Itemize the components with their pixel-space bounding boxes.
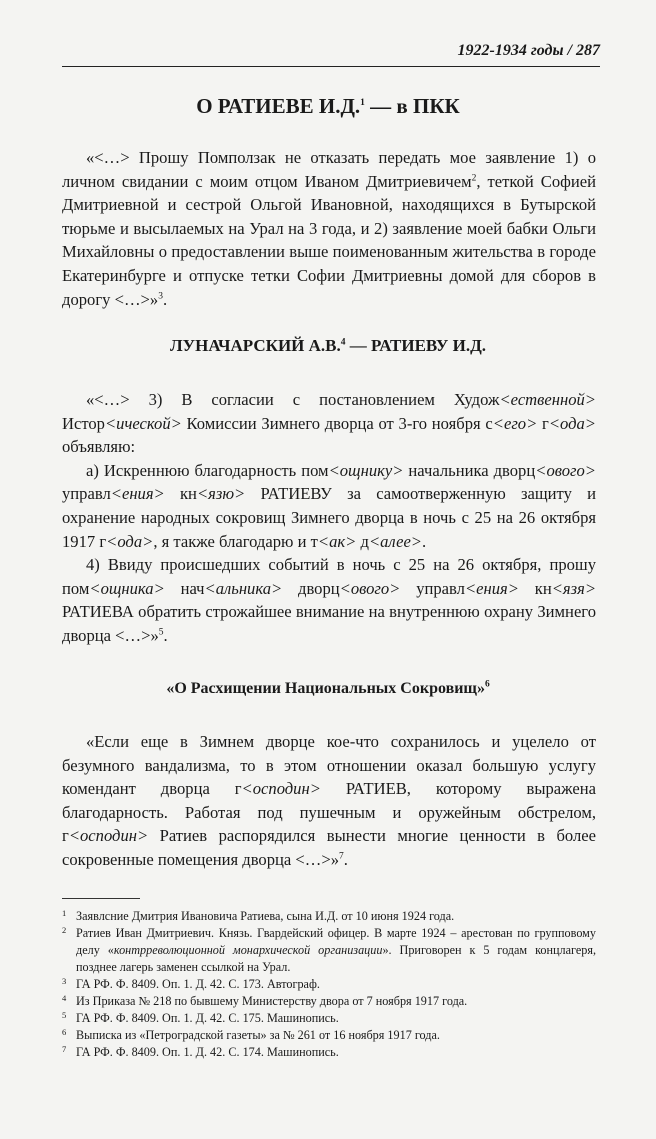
- running-head: 1922-1934 годы / 287: [457, 42, 600, 59]
- footnote: 7 ГА РФ. Ф. 8409. Оп. 1. Д. 42. С. 174. Машинопись.: [62, 1044, 596, 1061]
- section-title-3: [0, 680, 656, 698]
- footnote: 6 Выписка из «Петроградской газеты» за № 261 от 16 ноября 1917 года.: [62, 1027, 596, 1044]
- footnote: 2 Ратиев Иван Дмитриевич. Князь. Гвардейский офицер. В марте 1924 – арестован по групповому делу «контрреволюционной монархической организации». Приговорен к 5 годам концлагеря, позднее лагерь заменен ссылкой на Урал.: [62, 925, 596, 976]
- footnote-number: 6: [62, 1027, 67, 1037]
- footnote-number: 5: [62, 1010, 67, 1020]
- paragraph: «Если еще в Зимнем дворце кое-что сохранилось и уцелело от безумного вандализма, то в этом отношении оказал большую услугу комендант дворца г<осподин> РАТИЕВ, которому выражена благодарность. Работая под пушечным и оружейным обстрелом, г<осподин> Ратиев распорядился вынести многие ценности в более сокровенные помещения дворца <…>»$^7$.: [62, 732, 596, 869]
- footnote-number: 3: [62, 976, 67, 986]
- footnote-divider: [62, 898, 140, 899]
- footnote: 5 ГА РФ. Ф. 8409. Оп. 1. Д. 42. С. 175. Машинопись.: [62, 1010, 596, 1027]
- footnote-ref-7: 7: [339, 851, 344, 862]
- footnote-ref-1: 1: [360, 98, 365, 108]
- section-title-1-tail: — в ПКК: [364, 94, 460, 118]
- footnote-ref-3: 3: [158, 291, 163, 302]
- footnote: 3 ГА РФ. Ф. 8409. Оп. 1. Д. 42. С. 173. Автограф.: [62, 976, 596, 993]
- footnote: 1 Заявлсние Дмитрия Ивановича Ратиева, сына И.Д. от 10 июня 1924 года.: [62, 908, 596, 925]
- footnote-ref-4: 4: [340, 337, 346, 348]
- footnote-number: 1: [62, 908, 67, 918]
- footnote-ref-5: 5: [158, 627, 164, 638]
- section-title-2-text: ЛУНАЧАРСКИЙ А.В.: [169, 336, 341, 355]
- section-title-1: [0, 94, 656, 119]
- section-3-body: [62, 730, 596, 872]
- section-title-3-text: «О Расхищении Национальных Сокровищ»: [166, 680, 485, 697]
- footnote: 4 Из Приказа № 218 по бывшему Министерству двора от 7 ноября 1917 года.: [62, 993, 596, 1010]
- section-1-body: [62, 146, 596, 311]
- section-title-2-tail: — РАТИЕВУ И.Д.: [345, 336, 487, 355]
- footnotes: [62, 908, 596, 1061]
- section-title-1-text: О РАТИЕВЕ И.Д.: [196, 94, 361, 118]
- footnote-ref-2: 2: [471, 173, 477, 184]
- footnote-ref-6: 6: [484, 679, 490, 690]
- footnote-number: 7: [62, 1044, 67, 1054]
- paragraph: а) Искреннюю благодарность пом<ощнику> начальника дворц<ового> управл<ения> кн<язю> РАТИЕВУ за самоотверженную защиту и охранение народных сокровищ Зимнего дворца в ночь с 25 на 26 октября 1917 г<ода>, я также благодарю и т<ак> д<алее>.: [62, 460, 596, 551]
- running-head-rule: [62, 66, 600, 67]
- paragraph: 4) Ввиду происшедших событий в ночь с 25 на 26 октября, прошу пом<ощника> нач<альника> дворц<ового> управл<ения> кн<язя> РАТИЕВА обратить строжайшее внимание на внутреннюю охрану Зимнего дворца <…>»$^5$.: [62, 555, 597, 645]
- footnote-number: 4: [62, 993, 67, 1003]
- paragraph: «<…> Прошу Помползак не отказать передать мое заявление 1) о личном свидании с моим отцом Иваном Дмитриевичем$^2$, теткой Софией Дмитриевной и сестрой Ольгой Ивановной, находящихся в Бутырской тюрьме и высылаемых на Урал на 3 года, и 2) заявление моей бабки Ольги Михайловны о предоставлении выше поименованным жительства в городе Екатеринбурге и отпуске тетки Софии Дмитриевны домой для сборов в дорогу <…>»$^3$.: [62, 148, 596, 309]
- footnote-number: 2: [62, 925, 67, 935]
- paragraph: «<…> 3) В согласии с постановлением Худож<ественной> Истор<ической> Комиссии Зимнего дворца от 3-го ноября с<его> г<ода> объявляю:: [62, 390, 596, 457]
- section-2-body: [62, 388, 596, 648]
- section-title-2: [0, 336, 656, 356]
